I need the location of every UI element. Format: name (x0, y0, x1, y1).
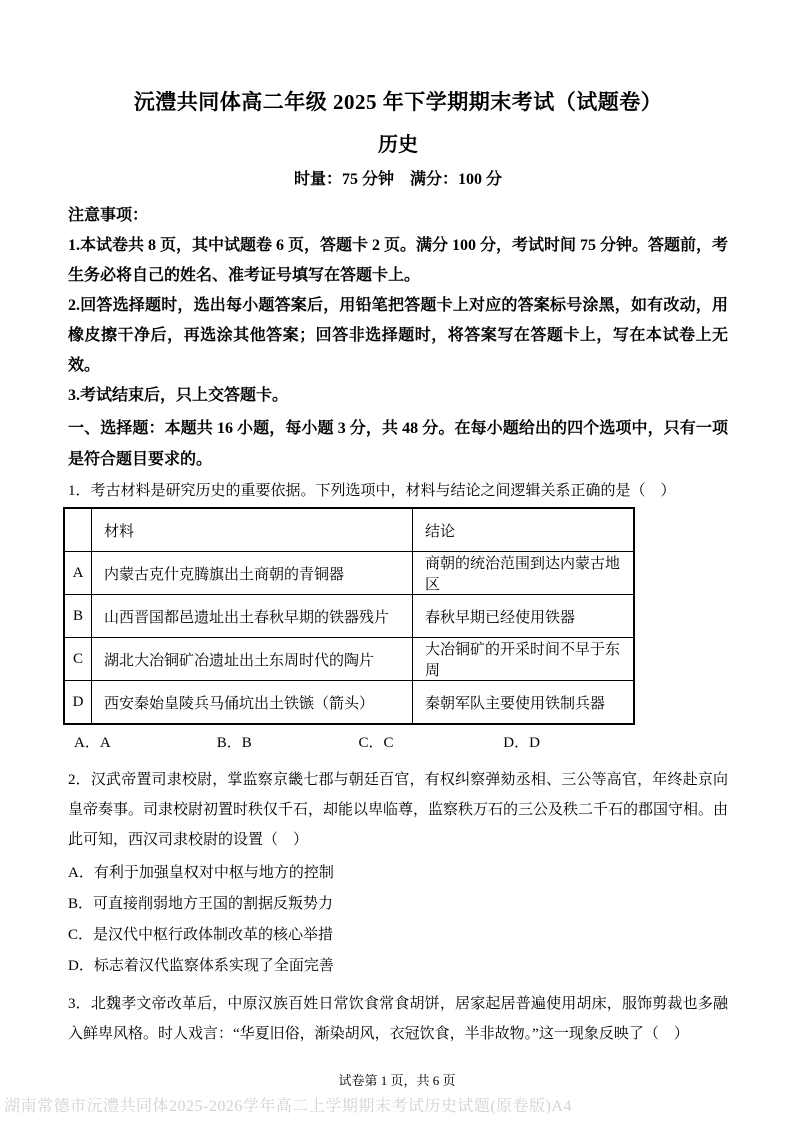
question-2-options (68, 858, 728, 981)
table-cell-material: 内蒙古克什克腾旗出土商朝的青铜器 (92, 552, 413, 595)
question-1-table (63, 507, 635, 725)
question-2 (68, 765, 728, 981)
table-header-row (64, 508, 634, 552)
table-cell-label: C (64, 638, 92, 681)
table-row (64, 638, 634, 681)
option-c: C．C (358, 735, 394, 751)
table-cell-material: 山西晋国都邑遗址出土春秋早期的铁器残片 (92, 595, 413, 638)
table-cell-material: 湖北大冶铜矿冶遗址出土东周时代的陶片 (92, 638, 413, 681)
table-cell-label: B (64, 595, 92, 638)
option-a: A．A (74, 735, 111, 751)
subject-title: 历史 (378, 134, 418, 156)
watermark-text: 湖南常德市沅澧共同体2025-2026学年高二上学期期末考试历史试题(原卷版)A4 (4, 1098, 573, 1115)
page-number: 试卷第 1 页，共 6 页 (338, 1073, 456, 1088)
table-cell-conclusion: 秦朝军队主要使用铁制兵器 (413, 681, 635, 725)
exam-title: 沅澧共同体高二年级 2025 年下学期期末考试（试题卷） (133, 90, 663, 114)
table-cell-conclusion: 春秋早期已经使用铁器 (413, 595, 635, 638)
option-b: B．B (216, 735, 252, 751)
option-a: A．有利于加强皇权对中枢与地方的控制 (68, 865, 334, 881)
notice-item-2: 2.回答选择题时，选出每小题答案后，用铅笔把答题卡上对应的答案标号涂黑，如有改动，用橡皮擦干净后，再选涂其他答案；回答非选择题时，将答案写在答题卡上，写在本试卷上无效。 (68, 297, 728, 374)
notice-heading: 注意事项： (68, 207, 149, 224)
table-cell-conclusion: 大冶铜矿的开采时间不早于东周 (413, 638, 635, 681)
option-c: C．是汉代中枢行政体制改革的核心举措 (68, 927, 334, 943)
table-cell-material: 西安秦始皇陵兵马俑坑出土铁镞（箭头） (92, 681, 413, 725)
question-1-options (68, 733, 728, 753)
table-row (64, 595, 634, 638)
exam-info-line: 时量：75 分钟 满分：100 分 (293, 171, 502, 188)
question-1-stem: 1．考古材料是研究历史的重要依据。下列选项中，材料与结论之间逻辑关系正确的是（ ） (68, 483, 676, 499)
section-1-heading: 一、选择题：本题共 16 小题，每小题 3 分，共 48 分。在每小题给出的四个选项中，只有一项是符合题目要求的。 (68, 420, 728, 468)
table-row (64, 681, 634, 725)
notice-section (68, 201, 728, 411)
question-3 (68, 989, 728, 1049)
notice-item-1: 1.本试卷共 8 页，其中试题卷 6 页，答题卡 2 页。满分 100 分，考试时间 75 分钟。答题前，考生务必将自己的姓名、准考证号填写在答题卡上。 (68, 237, 729, 284)
table-header-cell-material: 材料 (92, 508, 413, 552)
table-header-cell-conclusion: 结论 (413, 508, 635, 552)
option-d: D．D (503, 735, 540, 751)
question-3-stem: 3．北魏孝文帝改革后，中原汉族百姓日常饮食常食胡饼，居家起居普遍使用胡床，服饰剪裁也多融入鲜卑风格。时人戏言：“华夏旧俗，渐染胡风，衣冠饮食，半非故物。”这一现象反映了（ ） (68, 996, 728, 1042)
option-d: D．标志着汉代监察体系实现了全面完善 (68, 958, 334, 974)
question-1 (68, 477, 728, 753)
notice-item-3: 3.考试结束后，只上交答题卡。 (68, 387, 289, 404)
table-cell-label: D (64, 681, 92, 725)
question-2-stem: 2．汉武帝置司隶校尉，掌监察京畿七郡与朝廷百官，有权纠察弹劾丞相、三公等高官，年终赴京向皇帝奏事。司隶校尉初置时秩仅千石，却能以卑临尊，监察秩万石的三公及秩二千石的郡国守相。由此可知，西汉司隶校尉的设置（ ） (68, 772, 729, 848)
option-b: B．可直接削弱地方王国的割据反叛势力 (68, 896, 334, 912)
table-row (64, 552, 634, 595)
table-cell-label: A (64, 552, 92, 595)
table-header-cell-empty (64, 508, 92, 552)
table-cell-conclusion: 商朝的统治范围到达内蒙古地区 (413, 552, 635, 595)
